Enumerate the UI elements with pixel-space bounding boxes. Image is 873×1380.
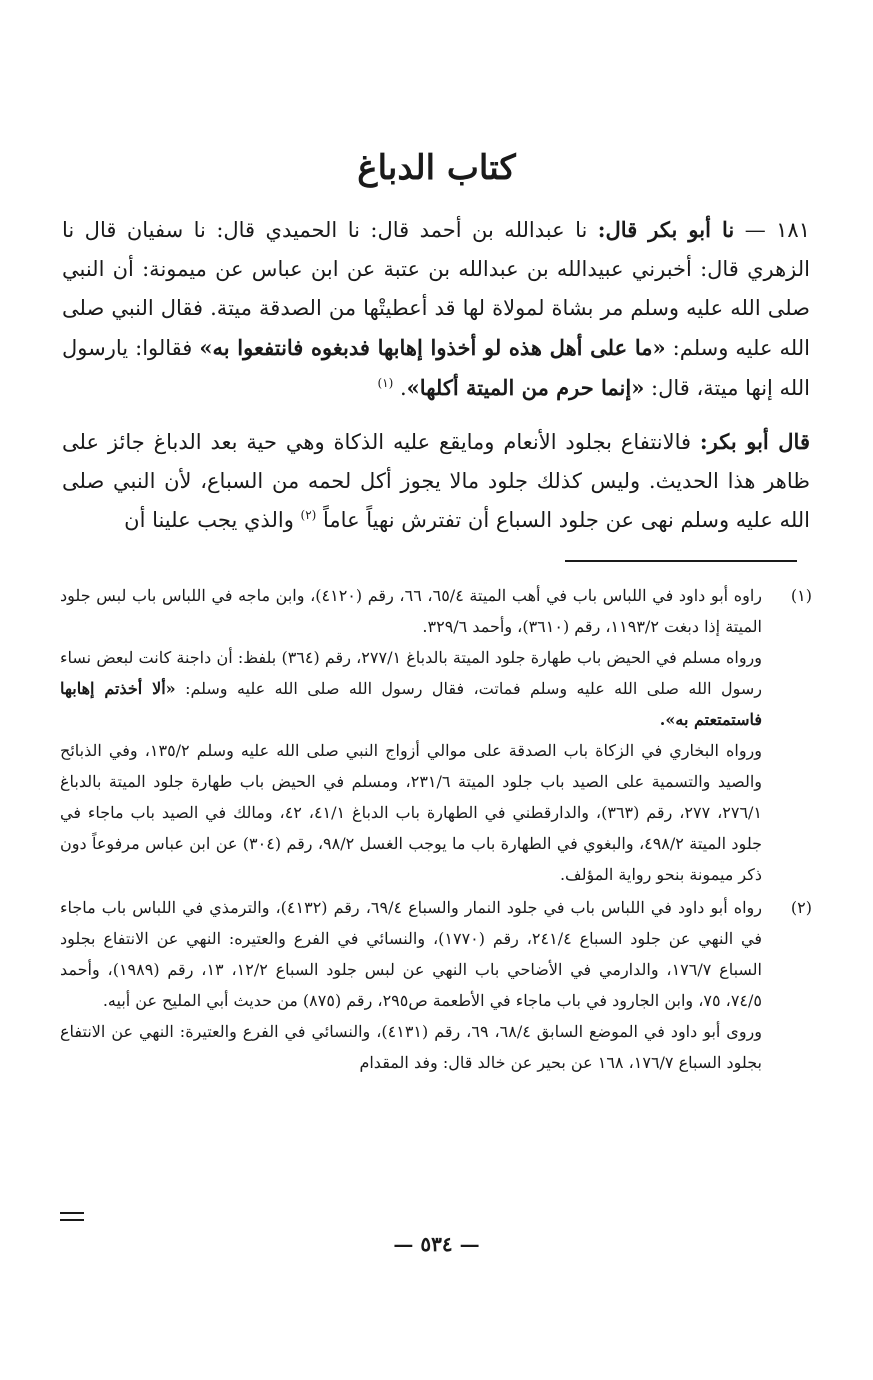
- commentary-text: فالانتفاع بجلود الأنعام ومايقع عليه الذكاة وهي حية بعد الدباغ جائز على ظاهر هذا الحديث. وليس كذلك جلود مالا يجوز أكل لحمه من السباع، لأن النبي صلى الله عليه وسلم نهى عن جلود السباع أن تفترش نهياً عاماً: [62, 430, 810, 532]
- footnote-ref[interactable]: (٢): [300, 508, 317, 522]
- page-number: — ٥٣٤ —: [393, 1232, 480, 1256]
- footnote-2: [60, 892, 812, 1078]
- narrator-intro: نا أبو بكر قال:: [597, 217, 735, 242]
- footnote-text: رواه أبو داود في اللباس باب في جلود النمار والسباع ٦٩/٤، رقم (٤١٣٢)، والترمذي في اللباس باب ماجاء في النهي عن جلود السباع ٢٤١/٤، رقم (١٧٧٠)، والنسائي في الفرع والعتيره: النهي عن الانتفاع بجلود السباع ١٧٦/٧، والدارمي في الأضاحي باب النهي عن لبس جلود السباع ١٢/٢، ١٣، رقم (١٩٨٩)، وأحمد ٧٤/٥، ٧٥، وابن الجارود في باب ماجاء في الأطعمة ص٢٩٥، رقم (٨٧٥) من حديث أبي المليح عن أبيه.: [60, 898, 763, 1010]
- footnote-marker: (١): [790, 586, 812, 605]
- hadith-quote: «إنما حرم من الميتة أكلها»: [406, 375, 645, 400]
- footnote-marker: (٢): [790, 898, 812, 917]
- footnote-text: ورواه مسلم في الحيض باب طهارة جلود الميتة بالدباغ ٢٧٧/١، رقم (٣٦٤) بلفظ: أن داجنة كانت لبعض نساء رسول الله صلى الله عليه وسلم فماتت، فقال رسول الله صلى الله عليه وسلم:: [60, 648, 762, 698]
- chapter-title: كتاب الدباغ: [357, 148, 516, 188]
- footnote-1: [60, 580, 812, 890]
- footnote-paragraph: [60, 642, 762, 735]
- hadith-quote: «ما على أهل هذه لو أخذوا إهابها فدبغوه فانتفعوا به»: [199, 335, 666, 360]
- hadith-chain: نا عبدالله بن أحمد قال: نا الحميدي قال: نا سفيان قال نا الزهري قال: أخبرني عبيدالله بن عبدالله بن عتبة عن ابن عباس عن ميمونة: أن النبي صلى الله عليه وسلم مر بشاة لمولاة لها قد أعطيتْها من الصدقة ميتة. فقال النبي صلى الله عليه وسلم:: [62, 218, 810, 360]
- main-text: [62, 210, 810, 540]
- continuation-mark: [60, 1212, 84, 1221]
- footnote-text: وروى أبو داود في الموضع السابق ٦٨/٤، ٦٩، رقم (٤١٣١)، والنسائي في الفرع والعتيرة: النهي عن الانتفاع بجلود السباع ١٧٦/٧، ١٦٨ عن بحير عن خالد قال: وفد المقدام: [60, 1022, 763, 1072]
- hadith-end: .: [399, 376, 407, 400]
- footnote-text: راوه أبو داود في اللباس باب في أهب الميتة ٦٥/٤، ٦٦، رقم (٤١٢٠)، وابن ماجه في اللباس باب لبس جلود الميتة إذا دبغت ١١٩٣/٢، رقم (٣٦١٠)، وأحمد ٣٢٩/٦.: [60, 586, 763, 636]
- footnote-paragraph: [60, 892, 762, 1016]
- footnote-paragraph: [60, 1016, 762, 1078]
- footnote-text: ورواه البخاري في الزكاة باب الصدقة على موالي أزواج النبي صلى الله عليه وسلم ١٣٥/٢، وفي الذبائح والصيد والتسمية على الصيد باب جلود الميتة ٢٣١/٦، ومسلم في الحيض باب طهارة جلود الميتة بالدباغ ٢٧٦/١، ٢٧٧، رقم (٣٦٣)، والدارقطني في الطهارة باب الدباغ ٤١/١، ٤٢، ومالك في الصيد باب ماجاء في جلود الميتة ٤٩٨/٢، والبغوي في الطهارة باب ما يوجب الغسل ٩٨/٢، رقم (٣٠٤) عن ابن عباس مرفوعاً دون ذكر ميمونة بنحو رواية المؤلف.: [60, 741, 763, 884]
- hadith-paragraph: [62, 210, 810, 408]
- commentary-speaker: قال أبو بكر:: [699, 429, 810, 454]
- footnote-ref[interactable]: (١): [377, 376, 394, 390]
- commentary-paragraph: [62, 422, 810, 540]
- footnote-paragraph: [60, 735, 762, 890]
- hadith-number: ١٨١ —: [734, 218, 810, 242]
- footnote-paragraph: [60, 580, 762, 642]
- footnotes: [60, 580, 812, 1078]
- footnote-separator: [565, 560, 797, 562]
- hadith-middle: فقالوا: يارسول الله إنها ميتة، قال:: [62, 336, 810, 400]
- footnote-quote: «ألا أخذتم إهابها فاستمتعتم به».: [60, 679, 762, 729]
- commentary-text: والذي يجب علينا أن: [124, 508, 301, 532]
